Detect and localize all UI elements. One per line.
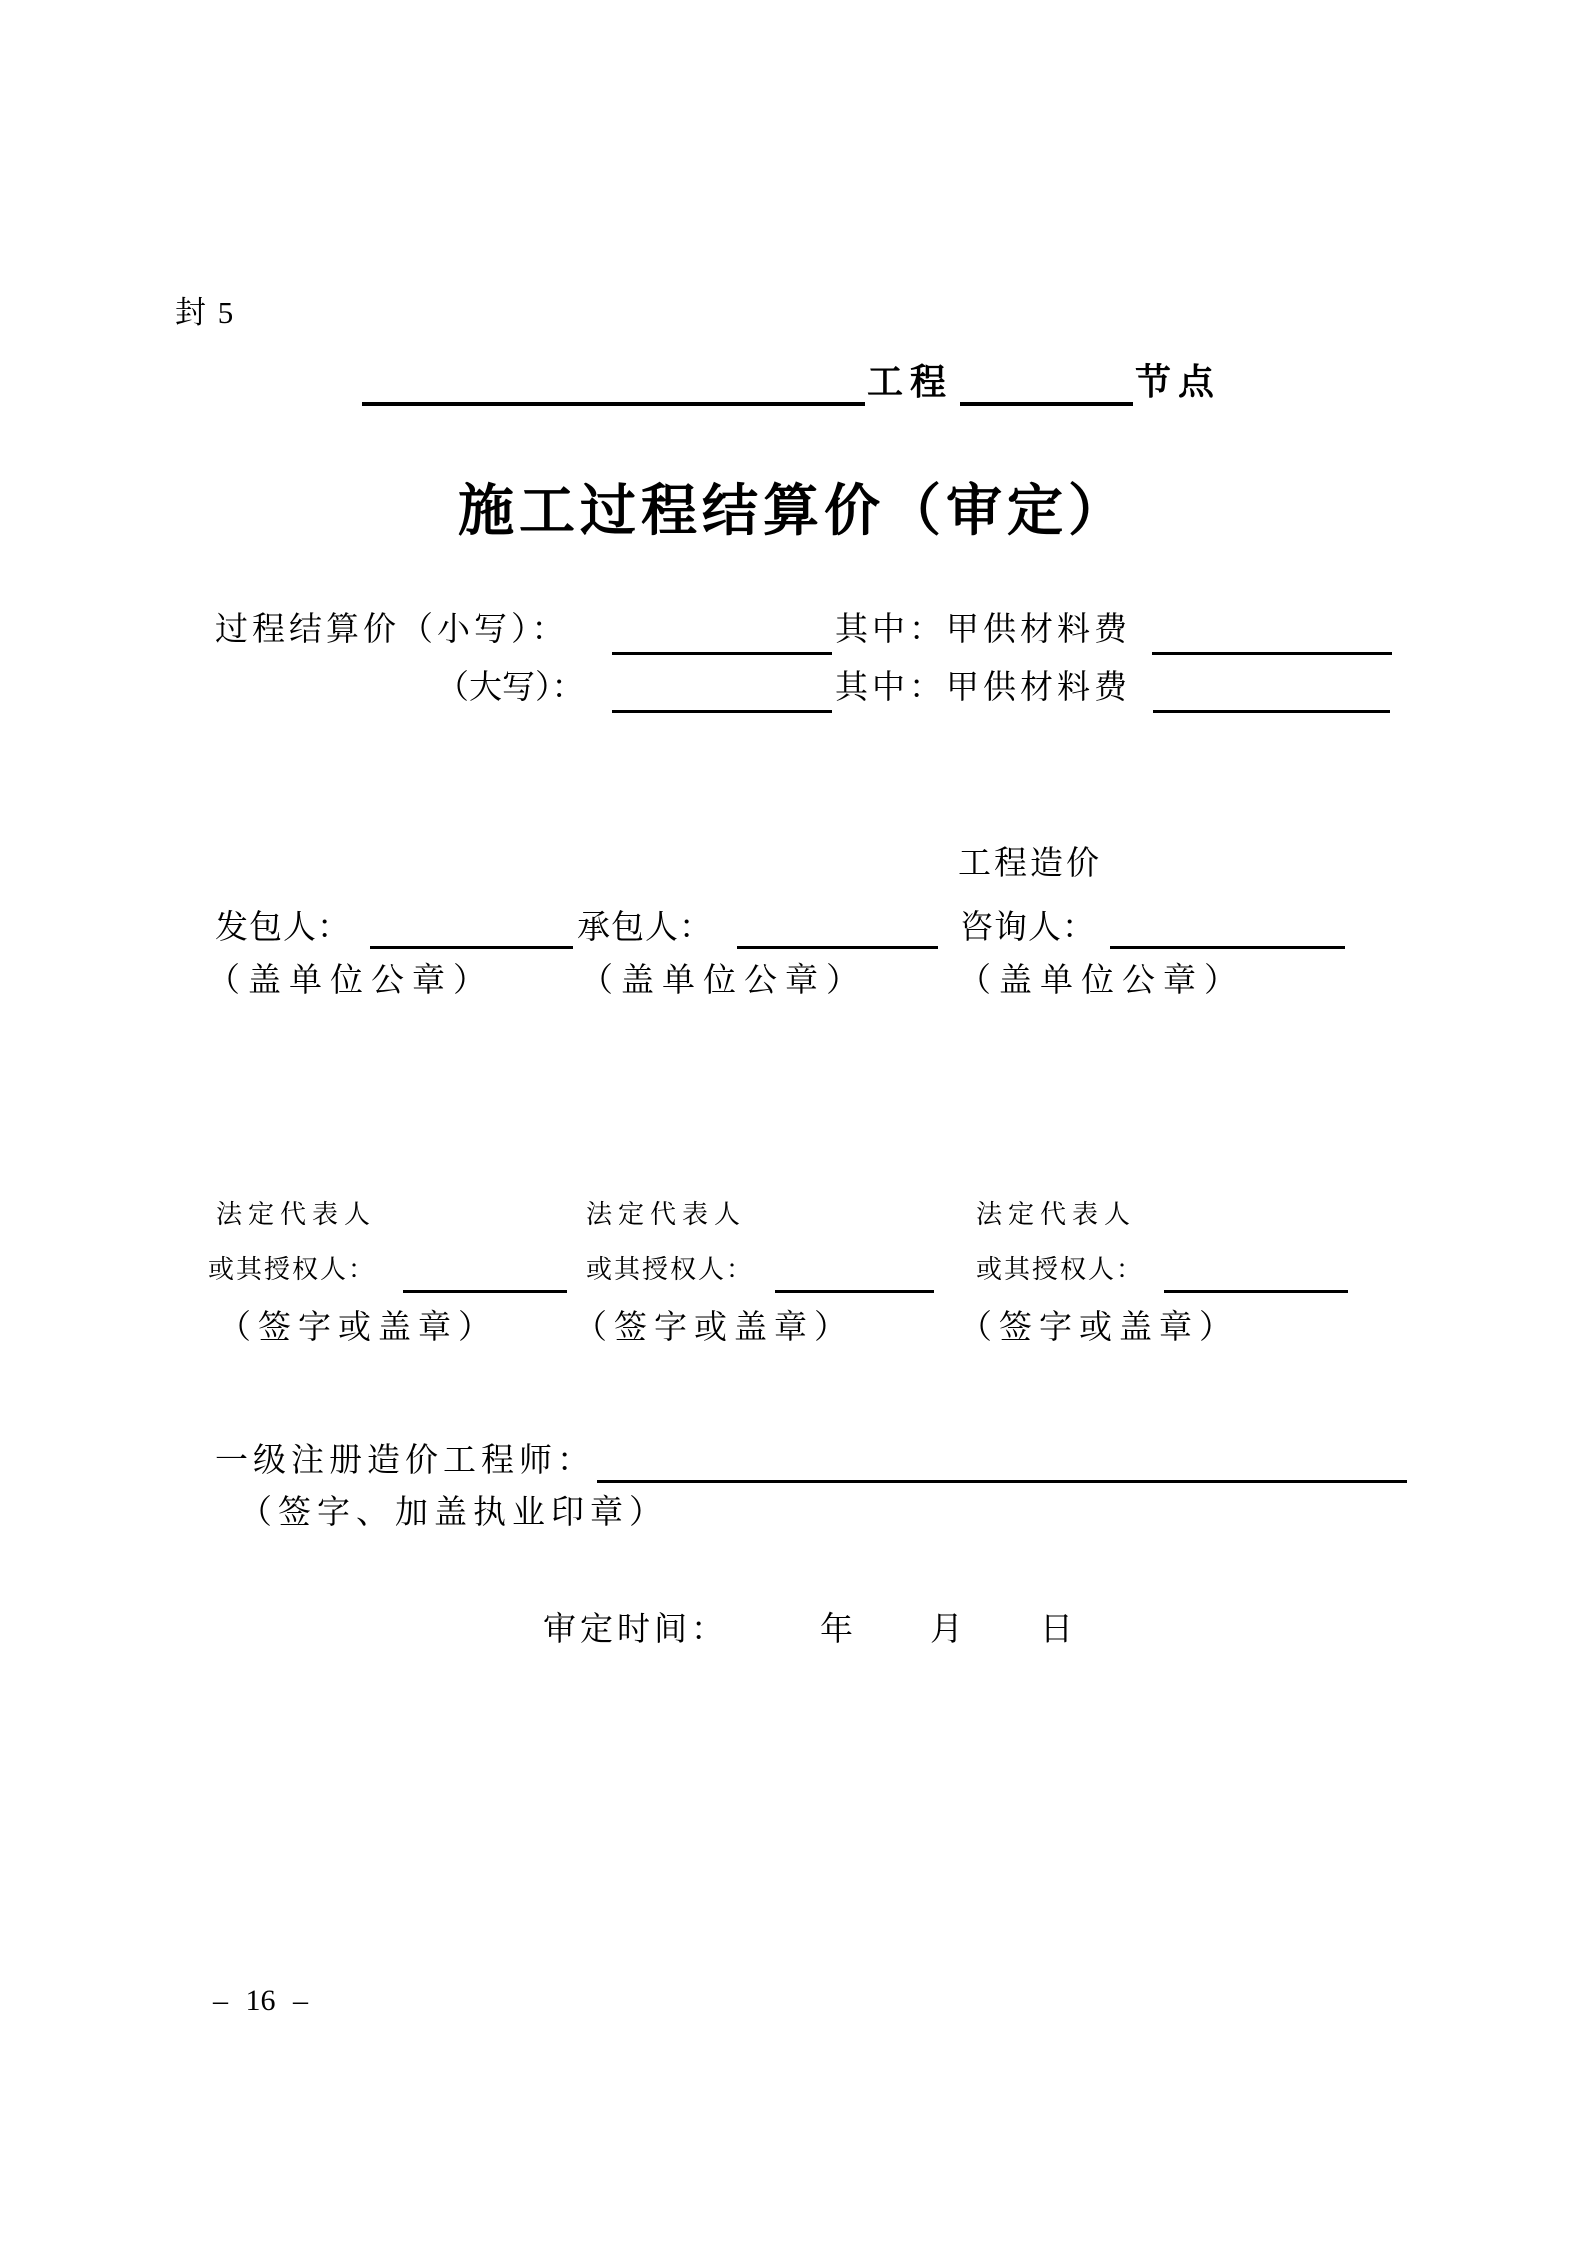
- day-label: 日: [1040, 1612, 1073, 1648]
- sign-or-seal-note: （签字或盖章）: [959, 1310, 1239, 1346]
- authorized-person-label: 或其授权人：: [586, 1255, 755, 1284]
- sign-or-seal-note: （签字或盖章）: [574, 1310, 854, 1346]
- consultant-label: 咨询人：: [960, 910, 1096, 946]
- cost-consulting-prefix-label: 工程造价: [958, 846, 1102, 882]
- month-label: 月: [930, 1612, 963, 1648]
- signature-blank-line: [403, 1290, 567, 1293]
- unit-seal-note: （盖单位公章）: [580, 963, 867, 999]
- amount-blank-line: [612, 652, 832, 655]
- project-name-blank-line: [362, 402, 865, 406]
- page-number: – 16 –: [213, 1984, 308, 2017]
- party-name-blank-line: [1110, 946, 1345, 949]
- cost-engineer-label: 一级注册造价工程师：: [215, 1443, 595, 1479]
- party-name-blank-line: [737, 946, 938, 949]
- legal-representative-label: 法定代表人: [976, 1200, 1137, 1229]
- form-code-label: 封 5: [175, 295, 236, 330]
- signature-blank-line: [775, 1290, 934, 1293]
- settlement-price-words-label: （大写）：: [436, 670, 585, 706]
- party-name-blank-line: [370, 946, 573, 949]
- approval-time-label: 审定时间：: [543, 1612, 728, 1648]
- amount-blank-line: [612, 710, 832, 713]
- unit-seal-note: （盖单位公章）: [958, 963, 1245, 999]
- amount-blank-line: [1153, 710, 1390, 713]
- amount-blank-line: [1152, 652, 1392, 655]
- node-suffix-label: 节点: [1135, 362, 1222, 402]
- sign-or-seal-note: （签字或盖章）: [218, 1310, 498, 1346]
- year-label: 年: [820, 1612, 853, 1648]
- owner-supplied-materials-label: 其中：甲供材料费: [835, 612, 1131, 648]
- contractor-label: 承包人：: [577, 910, 713, 946]
- unit-seal-note: （盖单位公章）: [207, 963, 494, 999]
- settlement-price-numeric-label: 过程结算价（小写）：: [215, 612, 569, 648]
- owner-supplied-materials-label: 其中：甲供材料费: [835, 670, 1131, 706]
- signature-blank-line: [1164, 1290, 1348, 1293]
- employer-label: 发包人：: [215, 910, 351, 946]
- engineer-name-blank-line: [597, 1480, 1407, 1483]
- engineer-signature-note: （签字、加盖执业印章）: [239, 1495, 668, 1531]
- document-title: 施工过程结算价（审定）: [458, 481, 1129, 543]
- node-name-blank-line: [960, 402, 1133, 406]
- authorized-person-label: 或其授权人：: [208, 1255, 377, 1284]
- legal-representative-label: 法定代表人: [586, 1200, 747, 1229]
- authorized-person-label: 或其授权人：: [976, 1255, 1145, 1284]
- project-suffix-label: 工程: [867, 362, 954, 402]
- legal-representative-label: 法定代表人: [216, 1200, 377, 1229]
